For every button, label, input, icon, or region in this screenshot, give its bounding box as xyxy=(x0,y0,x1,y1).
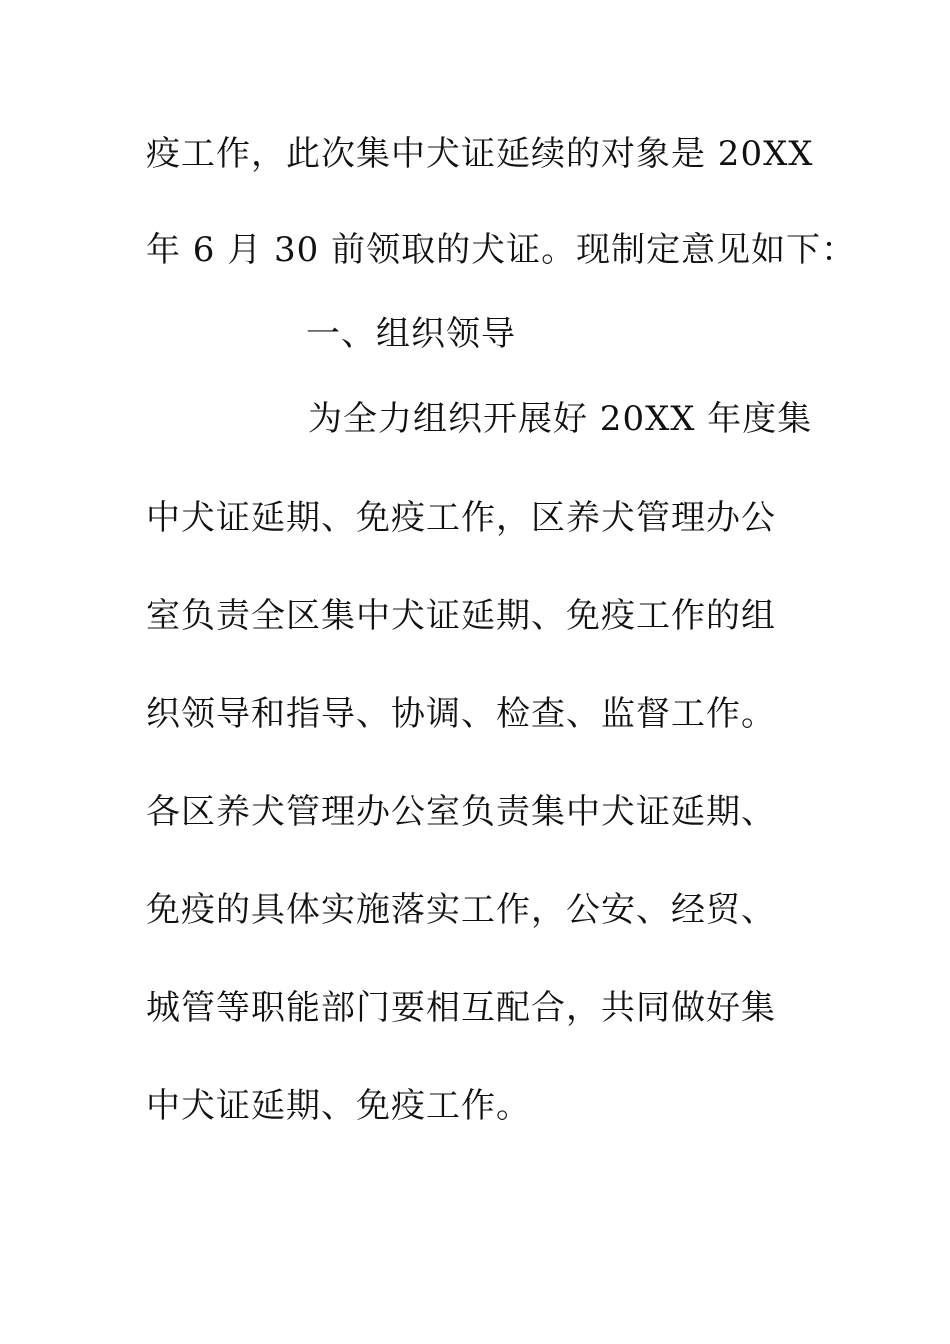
section-heading: 一、组织领导 xyxy=(306,314,516,354)
body-text-line: 疫工作，此次集中犬证延续的对象是 20XX xyxy=(146,134,814,174)
body-text-line: 各区养犬管理办公室负责集中犬证延期、 xyxy=(146,792,776,832)
body-text-line: 中犬证延期、免疫工作，区养犬管理办公 xyxy=(146,498,776,538)
body-text-line: 织领导和指导、协调、检查、监督工作。 xyxy=(146,694,776,734)
body-text-line: 免疫的具体实施落实工作，公安、经贸、 xyxy=(146,890,776,930)
body-text-line: 城管等职能部门要相互配合，共同做好集 xyxy=(146,988,776,1028)
body-text-line: 室负责全区集中犬证延期、免疫工作的组 xyxy=(146,596,776,636)
body-text-line: 年 6 月 30 前领取的犬证。现制定意见如下： xyxy=(146,230,857,270)
paragraph-first-line: 为全力组织开展好 20XX 年度集 xyxy=(308,399,813,439)
body-text-line: 中犬证延期、免疫工作。 xyxy=(146,1086,531,1126)
